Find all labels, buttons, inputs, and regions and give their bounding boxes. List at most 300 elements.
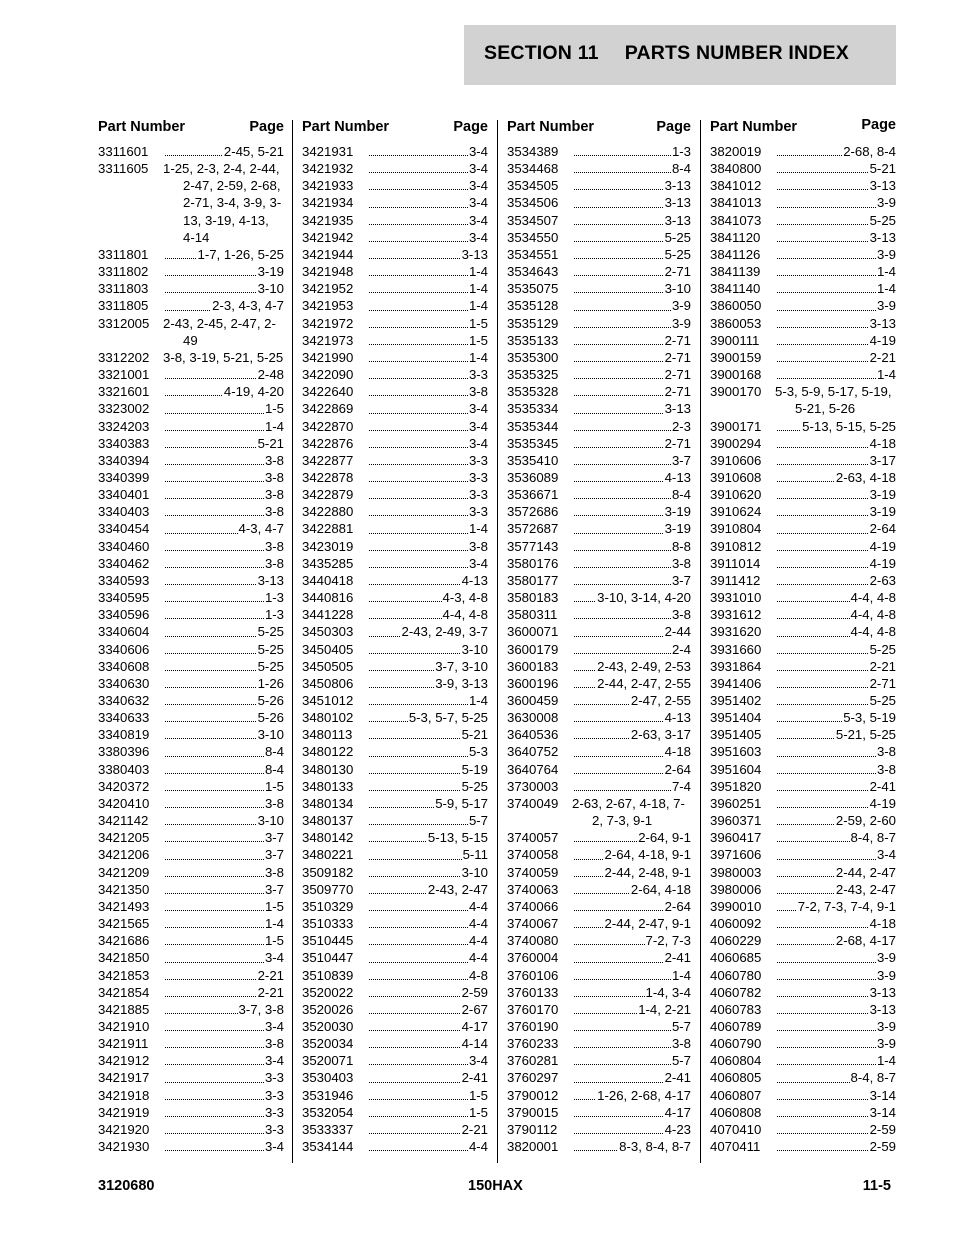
index-entry bbox=[302, 829, 488, 846]
page-reference bbox=[163, 555, 284, 572]
part-number: 3534389 bbox=[507, 144, 559, 159]
page-reference bbox=[163, 1104, 284, 1121]
part-number: 3580183 bbox=[507, 590, 559, 606]
part-number: 3311805 bbox=[98, 298, 149, 314]
page-reference bbox=[775, 555, 896, 572]
page-value: 3-9 bbox=[671, 298, 691, 314]
section-title: PARTS NUMBER INDEX bbox=[624, 42, 849, 64]
part-number: 3760297 bbox=[507, 1070, 559, 1086]
part-number: 3931620 bbox=[710, 624, 762, 640]
index-entry bbox=[98, 263, 284, 280]
part-number: 3580176 bbox=[507, 555, 559, 571]
index-entry bbox=[710, 709, 896, 726]
part-number: 3535334 bbox=[507, 401, 559, 417]
index-entry bbox=[98, 778, 284, 795]
part-number: 3340630 bbox=[98, 675, 150, 691]
page-reference bbox=[572, 469, 691, 486]
index-entry bbox=[302, 606, 488, 623]
index-entry bbox=[98, 692, 284, 709]
page-reference bbox=[775, 898, 896, 915]
part-number: 3990010 bbox=[710, 898, 762, 914]
part-number: 3600071 bbox=[507, 624, 559, 640]
index-entry bbox=[507, 435, 691, 452]
part-number-heading: Part Number bbox=[302, 119, 390, 135]
index-entry bbox=[98, 143, 284, 160]
page-reference bbox=[572, 761, 691, 778]
part-number: 4060808 bbox=[710, 1104, 762, 1120]
page-reference bbox=[163, 623, 284, 640]
index-entry bbox=[98, 280, 284, 297]
index-entry bbox=[507, 400, 691, 417]
page-reference bbox=[775, 829, 896, 846]
page-value: 3-19 bbox=[257, 264, 284, 280]
index-entry bbox=[302, 864, 488, 881]
page-reference bbox=[572, 1018, 691, 1035]
page-value: 4-13 bbox=[461, 572, 488, 588]
index-entry bbox=[302, 1121, 488, 1138]
part-number: 3572686 bbox=[507, 504, 559, 520]
page-reference bbox=[163, 881, 284, 898]
page-reference bbox=[367, 143, 488, 160]
part-number: 3951604 bbox=[710, 761, 762, 777]
part-number: 4060685 bbox=[710, 950, 762, 966]
page-value: 3-8 bbox=[876, 761, 896, 777]
part-number: 3960251 bbox=[710, 795, 762, 811]
part-number: 3421920 bbox=[98, 1121, 150, 1137]
page-value: 2-71 bbox=[664, 435, 691, 451]
page-value: 3-8 bbox=[264, 795, 284, 811]
page-reference bbox=[163, 1001, 284, 1018]
part-number-heading: Part Number bbox=[710, 119, 798, 135]
index-entry bbox=[98, 160, 284, 246]
index-entry bbox=[710, 143, 896, 160]
page-reference bbox=[163, 761, 284, 778]
page-value: 2-41 bbox=[869, 778, 896, 794]
page-value: 1-5 bbox=[264, 778, 284, 794]
page-heading: Page bbox=[656, 119, 691, 135]
page-value: 4-13 bbox=[664, 469, 691, 485]
page-value: 5-3, 5-19 bbox=[843, 710, 896, 726]
part-number: 3841013 bbox=[710, 195, 762, 211]
page-value: 2-44, 2-47, 2-55 bbox=[597, 675, 691, 691]
page-value: 1-4 bbox=[468, 521, 488, 537]
part-number: 4070411 bbox=[710, 1139, 761, 1155]
index-entry bbox=[507, 469, 691, 486]
page-reference bbox=[572, 641, 691, 658]
page-value: 2-44, 2-47 bbox=[835, 864, 896, 880]
index-entry bbox=[98, 1018, 284, 1035]
page-value: 1-7, 1-26, 5-25 bbox=[197, 246, 284, 262]
page-reference bbox=[367, 743, 488, 760]
index-entry bbox=[507, 932, 691, 949]
page-reference bbox=[572, 846, 691, 863]
part-number: 3535075 bbox=[507, 281, 559, 297]
page-reference bbox=[775, 881, 896, 898]
page-reference bbox=[163, 967, 284, 984]
index-entry bbox=[302, 641, 488, 658]
part-number: 3536089 bbox=[507, 469, 559, 485]
index-entry bbox=[507, 246, 691, 263]
part-number: 3533337 bbox=[302, 1121, 354, 1137]
page-value: 1-5 bbox=[264, 401, 284, 417]
part-number: 3422877 bbox=[302, 452, 354, 468]
index-entry bbox=[507, 675, 691, 692]
page-value: 3-4 bbox=[468, 144, 488, 159]
section-heading bbox=[484, 42, 849, 65]
page-reference bbox=[572, 606, 691, 623]
part-number: 3340608 bbox=[98, 658, 150, 674]
index-entry bbox=[507, 761, 691, 778]
page-value: 4-14 bbox=[461, 1036, 488, 1052]
page-value: 3-3 bbox=[468, 504, 488, 520]
page-value: 3-3 bbox=[468, 452, 488, 468]
page-reference bbox=[775, 915, 896, 932]
page-value: 2-68, 4-17 bbox=[835, 933, 896, 949]
part-number: 3510447 bbox=[302, 950, 354, 966]
index-column-3 bbox=[507, 119, 691, 1155]
index-entry bbox=[507, 864, 691, 881]
page-value: 5-21 bbox=[257, 435, 284, 451]
index-entry bbox=[710, 812, 896, 829]
part-number: 3422880 bbox=[302, 504, 354, 520]
index-entry bbox=[710, 967, 896, 984]
part-number: 3450806 bbox=[302, 675, 354, 691]
part-number: 3840800 bbox=[710, 161, 762, 177]
index-entry bbox=[98, 795, 284, 812]
column-header bbox=[507, 119, 691, 139]
page-value: 3-9 bbox=[876, 246, 896, 262]
page-reference bbox=[163, 743, 284, 760]
page-reference bbox=[775, 1035, 896, 1052]
page-reference bbox=[367, 984, 488, 1001]
page-value: 3-4 bbox=[468, 212, 488, 228]
part-number: 3450505 bbox=[302, 658, 354, 674]
index-entry bbox=[710, 1035, 896, 1052]
page-value: 3-9 bbox=[876, 1018, 896, 1034]
index-entry bbox=[98, 469, 284, 486]
page-reference bbox=[367, 366, 488, 383]
index-entry bbox=[507, 366, 691, 383]
index-entry bbox=[302, 692, 488, 709]
page-reference bbox=[163, 658, 284, 675]
page-value: 3-7, 3-8 bbox=[238, 1001, 284, 1017]
page-value: 4-13 bbox=[664, 710, 691, 726]
index-entry bbox=[302, 846, 488, 863]
page-reference bbox=[163, 1018, 284, 1035]
page-value: 3-3 bbox=[264, 1087, 284, 1103]
page-reference bbox=[775, 1087, 896, 1104]
part-number: 3422870 bbox=[302, 418, 354, 434]
index-entry bbox=[302, 1069, 488, 1086]
index-entry bbox=[710, 1121, 896, 1138]
page-value: 3-4 bbox=[468, 161, 488, 177]
page-value: 5-7 bbox=[671, 1053, 691, 1069]
part-number: 3421948 bbox=[302, 264, 354, 280]
page-value: 3-7 bbox=[671, 452, 691, 468]
page-reference bbox=[775, 864, 896, 881]
part-number: 3421350 bbox=[98, 881, 150, 897]
page-reference bbox=[572, 1052, 691, 1069]
page-reference bbox=[163, 486, 284, 503]
index-entry bbox=[507, 280, 691, 297]
part-number: 3440816 bbox=[302, 590, 354, 606]
index-entry bbox=[710, 864, 896, 881]
index-entry bbox=[507, 658, 691, 675]
page-reference bbox=[367, 572, 488, 589]
index-entry bbox=[507, 795, 691, 829]
page-value: 1-4 bbox=[468, 349, 488, 365]
index-entry bbox=[507, 1018, 691, 1035]
page-value: 4-4, 4-8 bbox=[442, 607, 488, 623]
page-value: 3-4 bbox=[264, 950, 284, 966]
part-number: 3520026 bbox=[302, 1001, 354, 1017]
index-entry bbox=[98, 349, 284, 366]
index-entry bbox=[507, 194, 691, 211]
part-number: 3451012 bbox=[302, 693, 354, 708]
page-value: 4-3, 4-8 bbox=[442, 590, 488, 606]
page-reference bbox=[572, 709, 691, 726]
page-value: 4-18 bbox=[869, 916, 896, 932]
index-entry bbox=[507, 315, 691, 332]
index-entry bbox=[710, 435, 896, 452]
part-number: 3600196 bbox=[507, 675, 559, 691]
page-value: 3-13 bbox=[664, 178, 691, 194]
page-reference bbox=[572, 1087, 691, 1104]
index-entry bbox=[710, 846, 896, 863]
page-value: 2-67 bbox=[461, 1001, 488, 1017]
page-reference bbox=[775, 709, 896, 726]
index-entry bbox=[302, 1001, 488, 1018]
index-entry bbox=[710, 778, 896, 795]
part-number: 3311801 bbox=[98, 246, 149, 262]
page-value: 3-8 bbox=[264, 487, 284, 503]
part-number: 3980003 bbox=[710, 864, 762, 880]
part-number: 3421917 bbox=[98, 1070, 150, 1086]
index-entry bbox=[710, 520, 896, 537]
part-number: 3760133 bbox=[507, 984, 559, 1000]
page-value: 1-5 bbox=[468, 1087, 488, 1103]
index-entry bbox=[507, 915, 691, 932]
page-value: 3-4 bbox=[264, 1018, 284, 1034]
part-number: 3510445 bbox=[302, 933, 354, 949]
part-number: 3980006 bbox=[710, 881, 762, 897]
part-number: 3951402 bbox=[710, 693, 762, 708]
page-value: 3-7, 3-10 bbox=[435, 658, 488, 674]
index-entry bbox=[507, 555, 691, 572]
page-number: 11-5 bbox=[862, 1178, 891, 1194]
page-value: 3-9 bbox=[876, 298, 896, 314]
part-number: 3420372 bbox=[98, 778, 150, 794]
part-number: 3820001 bbox=[507, 1139, 559, 1155]
part-number: 3951404 bbox=[710, 710, 762, 726]
index-entry bbox=[710, 675, 896, 692]
index-entry bbox=[710, 418, 896, 435]
index-entry bbox=[302, 932, 488, 949]
index-entry bbox=[507, 143, 691, 160]
page-value: 1-4 bbox=[876, 367, 896, 383]
index-entry bbox=[98, 315, 284, 349]
index-entry bbox=[507, 829, 691, 846]
page-value: 2-43, 2-49, 2-53 bbox=[597, 658, 691, 674]
part-number: 3740049 bbox=[507, 795, 559, 811]
part-number: 3311803 bbox=[98, 281, 149, 297]
index-entry bbox=[302, 675, 488, 692]
part-number: 3600183 bbox=[507, 658, 559, 674]
part-number: 3971606 bbox=[710, 847, 762, 863]
page-reference bbox=[775, 658, 896, 675]
page-reference bbox=[163, 589, 284, 606]
index-entry bbox=[302, 418, 488, 435]
page-reference bbox=[163, 520, 284, 537]
page-value: 2-21 bbox=[257, 984, 284, 1000]
page-reference bbox=[775, 418, 896, 435]
index-entry bbox=[98, 589, 284, 606]
index-entry bbox=[507, 778, 691, 795]
part-number: 3910606 bbox=[710, 452, 762, 468]
part-number: 3740058 bbox=[507, 847, 559, 863]
page-reference bbox=[572, 160, 691, 177]
part-number: 3520071 bbox=[302, 1053, 354, 1069]
part-number: 3440418 bbox=[302, 572, 354, 588]
page-reference bbox=[163, 1087, 284, 1104]
page-value: 1-3 bbox=[264, 607, 284, 623]
part-number: 3421910 bbox=[98, 1018, 150, 1034]
page-reference bbox=[163, 1052, 284, 1069]
page-reference bbox=[163, 383, 284, 400]
page-value: 2-3 bbox=[671, 418, 691, 434]
part-number: 3640764 bbox=[507, 761, 559, 777]
part-number: 3760281 bbox=[507, 1053, 559, 1069]
page-value: 3-17 bbox=[869, 452, 896, 468]
page-reference bbox=[572, 246, 691, 263]
part-number: 3340401 bbox=[98, 487, 150, 503]
part-number: 3580177 bbox=[507, 572, 559, 588]
part-number: 3340399 bbox=[98, 469, 150, 485]
page-reference bbox=[775, 795, 896, 812]
page-reference bbox=[163, 469, 284, 486]
page-value: 2-64 bbox=[664, 761, 691, 777]
part-number: 3760190 bbox=[507, 1018, 559, 1034]
page-value: 3-13 bbox=[869, 984, 896, 1000]
page-value: 5-13, 5-15 bbox=[427, 830, 488, 846]
page-reference bbox=[367, 864, 488, 881]
page-reference bbox=[163, 1069, 284, 1086]
page-reference: 3-8, 3-19, 5-21, 5-25 bbox=[163, 349, 284, 365]
page-reference bbox=[775, 143, 896, 160]
part-number: 3422879 bbox=[302, 487, 354, 503]
part-number: 3740066 bbox=[507, 898, 559, 914]
page-value: 3-13 bbox=[664, 212, 691, 228]
column-divider bbox=[292, 120, 293, 1163]
page-reference bbox=[572, 1069, 691, 1086]
page-value: 3-4 bbox=[264, 1053, 284, 1069]
part-number: 3640752 bbox=[507, 744, 559, 760]
part-number: 3480221 bbox=[302, 847, 354, 863]
index-entry bbox=[98, 1035, 284, 1052]
part-number: 3480130 bbox=[302, 761, 354, 777]
part-number: 3450303 bbox=[302, 624, 354, 640]
page-value: 3-7 bbox=[264, 847, 284, 863]
page-value: 2-41 bbox=[664, 1070, 691, 1086]
page-reference bbox=[775, 366, 896, 383]
page-value: 3-4 bbox=[468, 401, 488, 417]
index-entry bbox=[98, 486, 284, 503]
page-reference bbox=[572, 898, 691, 915]
page-value: 4-17 bbox=[664, 1104, 691, 1120]
index-entry bbox=[507, 418, 691, 435]
page-value: 3-13 bbox=[461, 246, 488, 262]
page-value: 3-8 bbox=[264, 1036, 284, 1052]
page-value: 1-4 bbox=[876, 281, 896, 297]
part-number: 3510839 bbox=[302, 967, 354, 983]
page-value: 3-4 bbox=[468, 229, 488, 245]
index-entry bbox=[302, 538, 488, 555]
page-value: 2-64, 4-18 bbox=[630, 881, 691, 897]
page-value: 3-3 bbox=[264, 1104, 284, 1120]
part-number: 3422869 bbox=[302, 401, 354, 417]
page-value: 4-17 bbox=[461, 1018, 488, 1034]
index-entry bbox=[98, 623, 284, 640]
page-value: 3-19 bbox=[869, 487, 896, 503]
page-reference bbox=[163, 1035, 284, 1052]
page-reference bbox=[163, 675, 284, 692]
page-reference bbox=[163, 812, 284, 829]
page-value: 3-8 bbox=[468, 538, 488, 554]
page-reference bbox=[775, 520, 896, 537]
part-number: 3790012 bbox=[507, 1087, 559, 1103]
page-reference bbox=[775, 332, 896, 349]
part-number: 3422876 bbox=[302, 435, 354, 451]
page-reference bbox=[163, 246, 284, 263]
part-number: 3534506 bbox=[507, 195, 559, 211]
part-number: 3421932 bbox=[302, 161, 354, 177]
page-reference bbox=[775, 572, 896, 589]
page-value: 3-14 bbox=[869, 1087, 896, 1103]
page-reference bbox=[572, 589, 691, 606]
page-value: 8-4 bbox=[264, 744, 284, 760]
part-number: 3421206 bbox=[98, 847, 150, 863]
page-reference bbox=[775, 503, 896, 520]
page-reference: 5-3, 5-9, 5-17, 5-19, 5-21, 5-26 bbox=[775, 384, 892, 417]
index-entry bbox=[710, 1087, 896, 1104]
page-reference bbox=[775, 315, 896, 332]
part-number: 4060780 bbox=[710, 967, 762, 983]
page-value: 2-64, 4-18, 9-1 bbox=[604, 847, 691, 863]
page-value: 4-19, 4-20 bbox=[223, 384, 284, 400]
page-reference bbox=[367, 761, 488, 778]
page-value: 2-45, 5-21 bbox=[223, 144, 284, 159]
page-value: 2-68, 8-4 bbox=[843, 144, 896, 159]
part-number: 3532054 bbox=[302, 1104, 354, 1120]
page-reference bbox=[775, 297, 896, 314]
page-reference bbox=[775, 280, 896, 297]
page-reference bbox=[367, 641, 488, 658]
part-number: 3421930 bbox=[98, 1139, 150, 1155]
page-reference bbox=[775, 1001, 896, 1018]
page-reference bbox=[367, 486, 488, 503]
part-number: 3931864 bbox=[710, 658, 762, 674]
page-value: 8-4, 8-7 bbox=[850, 830, 896, 846]
page-value: 4-4 bbox=[468, 1139, 488, 1155]
page-reference bbox=[367, 1087, 488, 1104]
part-number-heading: Part Number bbox=[507, 119, 595, 135]
part-number: 3311601 bbox=[98, 144, 149, 159]
part-number: 3534550 bbox=[507, 229, 559, 245]
part-number: 3340460 bbox=[98, 538, 150, 554]
page-value: 2-59 bbox=[461, 984, 488, 1000]
page-reference bbox=[163, 503, 284, 520]
page-value: 2-41 bbox=[664, 950, 691, 966]
